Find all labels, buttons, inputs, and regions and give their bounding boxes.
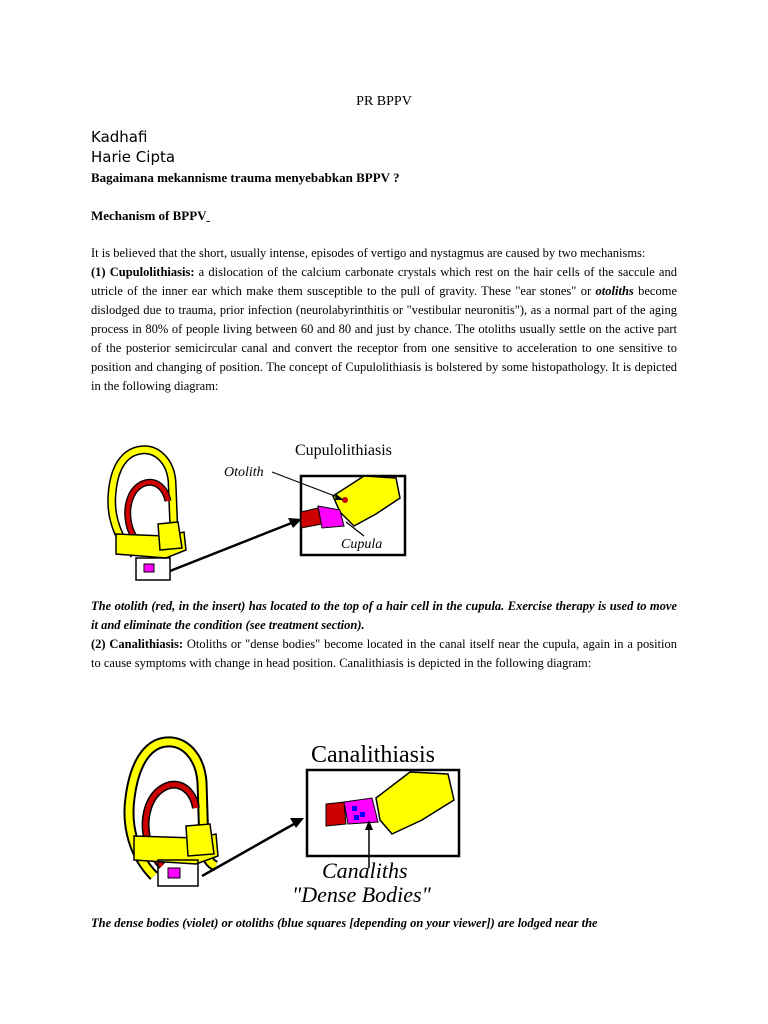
labyrinth-illustration-2 [129,742,218,886]
cupulolithiasis-figure [96,436,416,586]
author-first-name: Kadhafi [91,128,148,146]
magnify-arrow-1 [170,522,294,571]
canalith-square [360,812,365,817]
intro-and-cupulolithiasis-paragraph [91,244,677,396]
cupulolithiasis-label: (1) Cupulolithiasis: [91,265,195,279]
intro-text: It is believed that the short, usually intense, episodes of vertigo and nystagmus are caused by two mechanisms: [91,246,646,260]
canalithiasis-text: Otoliths or "dense bodies" become located in the canal itself near the cupula, again in a position to cause symptoms with change in head position. Canalithiasis is depicted in the following diagram: [91,637,677,670]
canalithiasis-label: (2) Canalithiasis: [91,637,184,651]
cupulolithiasis-caption: The otolith (red, in the insert) has located to the top of a hair cell in the cupula. Exercise therapy is used to move it and eliminate the condition (see treatment section). [91,599,677,632]
cupulolithiasis-paragraph [91,263,677,396]
canalith-square [354,815,359,820]
canalithiasis-paragraph [91,635,677,673]
canalith-square [352,806,357,811]
author-second-name: Harie Cipta [91,148,176,166]
cupulolithiasis-title: Cupulolithiasis [295,442,392,459]
canalithiasis-caption: The dense bodies (violet) or otoliths (blue squares [depending on your viewer]) are lodged near the [91,916,598,930]
cupula-label: Cupula [341,537,383,552]
otolith-label: Otolith [224,465,264,480]
canalithiasis-caption-block [91,914,677,933]
canalithiasis-title: Canalithiasis [311,742,435,768]
question-heading: Bagaimana mekannisme trauma menyebabkan BPPV ? [91,170,400,185]
otoliths-term: otoliths [595,284,634,298]
dense-bodies-label: "Dense Bodies" [292,882,431,907]
canaliths-label: Canaliths [322,858,408,883]
section-heading-text: Mechanism of BPPV [91,208,207,223]
labyrinth-illustration-1 [112,450,186,580]
cupulolithiasis-diagram [96,436,416,586]
section-heading [91,208,210,224]
canalithiasis-figure [110,726,480,910]
canalithiasis-section [91,597,677,673]
canalithiasis-diagram [110,726,480,910]
cupulolithiasis-text-1: a dislocation of the calcium carbonate crystals which rest on the hair cells of the saccule and utricle of the inner ear which make them susceptible to the pull of gravity. These "ear stones" or [91,265,677,298]
heading-underline [207,208,210,223]
document-title: PR BPPV [356,94,412,109]
cupulolithiasis-text-2: become dislodged due to trauma, prior infection (neurolabyrinthitis or "vestibular neuronitis"), as a normal part of the aging process in 80% of people living between 60 and 80 and just by chance. The otoliths usually settle on the active part of the posterior semicircular canal and convert the receptor from one sensitive to acceleration to one sensitive to position and changing of position. The concept of Cupulolithiasis is bolstered by some histopathology. It is depicted in the following diagram: [91,284,677,393]
